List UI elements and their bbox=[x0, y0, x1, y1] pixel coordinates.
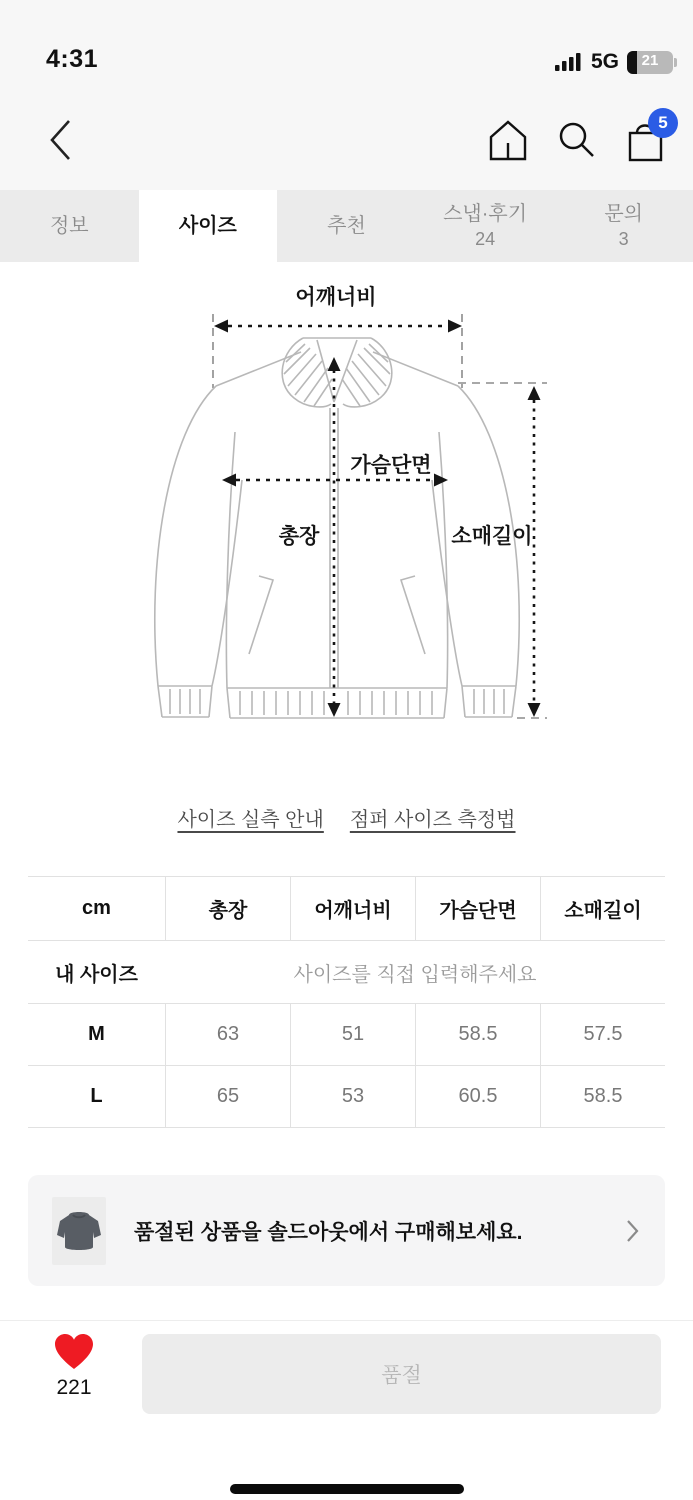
network-type-label: 5G bbox=[590, 50, 619, 73]
tab-snap-reviews[interactable] bbox=[416, 190, 555, 262]
col-header-shoulder: 어깨너비 bbox=[290, 877, 415, 940]
tab-inquiry[interactable] bbox=[554, 190, 693, 262]
like-button[interactable] bbox=[49, 1333, 99, 1400]
my-size-row bbox=[28, 940, 665, 1003]
col-header-sleeve: 소매길이 bbox=[540, 877, 665, 940]
value-chest: 60.5 bbox=[415, 1066, 540, 1127]
tab-size[interactable] bbox=[139, 190, 278, 262]
tab-count: 3 bbox=[618, 228, 629, 249]
col-header-chest: 가슴단면 bbox=[415, 877, 540, 940]
size-table-header-row bbox=[28, 877, 665, 940]
status-indicators bbox=[555, 50, 677, 74]
battery-nub bbox=[674, 58, 677, 67]
home-indicator[interactable] bbox=[230, 1484, 464, 1494]
size-tab-content bbox=[0, 262, 693, 1286]
chevron-left-icon bbox=[48, 118, 74, 162]
col-header-unit: cm bbox=[82, 897, 111, 919]
value-chest: 58.5 bbox=[415, 1004, 540, 1065]
search-button[interactable] bbox=[554, 115, 600, 165]
value-shoulder: 53 bbox=[290, 1066, 415, 1127]
battery-percent: 21 bbox=[641, 51, 659, 69]
home-button[interactable] bbox=[485, 115, 531, 165]
soldout-button[interactable]: 품절 bbox=[142, 1334, 661, 1414]
clock: 4:31 bbox=[46, 45, 99, 73]
bottom-action-bar bbox=[0, 1320, 693, 1500]
product-thumbnail bbox=[52, 1197, 106, 1265]
table-row-size-l bbox=[28, 1065, 665, 1127]
heart-icon bbox=[54, 1333, 94, 1370]
jumper-measure-method-link[interactable]: 점퍼 사이즈 측정법 bbox=[349, 809, 516, 831]
home-icon bbox=[487, 118, 529, 162]
status-bar bbox=[0, 0, 693, 90]
cart-button[interactable] bbox=[623, 115, 669, 165]
value-shoulder: 51 bbox=[290, 1004, 415, 1065]
cart-count-badge: 5 bbox=[648, 108, 678, 138]
value-length: 65 bbox=[165, 1066, 290, 1127]
size-name: L bbox=[90, 1085, 103, 1107]
my-size-label: 내 사이즈 bbox=[55, 963, 138, 986]
size-name: M bbox=[88, 1023, 105, 1045]
value-sleeve: 57.5 bbox=[540, 1004, 665, 1065]
signal-strength-icon bbox=[555, 52, 583, 72]
tab-info[interactable] bbox=[0, 190, 139, 262]
tab-label: 문의 bbox=[604, 202, 643, 225]
value-length: 63 bbox=[165, 1004, 290, 1065]
like-count: 221 bbox=[56, 1376, 92, 1399]
tab-label: 추천 bbox=[327, 214, 366, 237]
battery-icon bbox=[627, 51, 677, 74]
tab-label: 스냅·후기 bbox=[443, 202, 528, 225]
table-row-size-m bbox=[28, 1003, 665, 1065]
soldout-marketplace-banner[interactable] bbox=[28, 1175, 665, 1286]
tab-recommend[interactable] bbox=[277, 190, 416, 262]
back-button[interactable] bbox=[38, 115, 84, 165]
chevron-right-icon bbox=[626, 1219, 639, 1243]
size-diagram bbox=[0, 262, 693, 767]
sleeve-length-label: 소매길이 bbox=[451, 525, 533, 548]
tab-label: 정보 bbox=[49, 214, 89, 237]
search-icon bbox=[557, 119, 597, 161]
banner-message: 품절된 상품을 솔드아웃에서 구매해보세요. bbox=[134, 1220, 523, 1244]
value-sleeve: 58.5 bbox=[540, 1066, 665, 1127]
col-header-length: 총장 bbox=[165, 877, 290, 940]
product-tab-bar bbox=[0, 190, 693, 262]
size-table bbox=[28, 876, 665, 1128]
chest-width-label: 가슴단면 bbox=[350, 454, 432, 477]
sweater-image bbox=[56, 1209, 102, 1253]
size-measure-guide-link[interactable]: 사이즈 실측 안내 bbox=[177, 809, 324, 831]
total-length-label: 총장 bbox=[278, 525, 320, 548]
size-guide-links bbox=[0, 803, 693, 832]
tab-label: 사이즈 bbox=[178, 214, 237, 237]
tab-count: 24 bbox=[475, 228, 496, 249]
nav-bar bbox=[0, 90, 693, 190]
my-size-input-prompt[interactable]: 사이즈를 직접 입력해주세요 bbox=[293, 963, 537, 986]
shoulder-width-label: 어깨너비 bbox=[295, 286, 377, 309]
